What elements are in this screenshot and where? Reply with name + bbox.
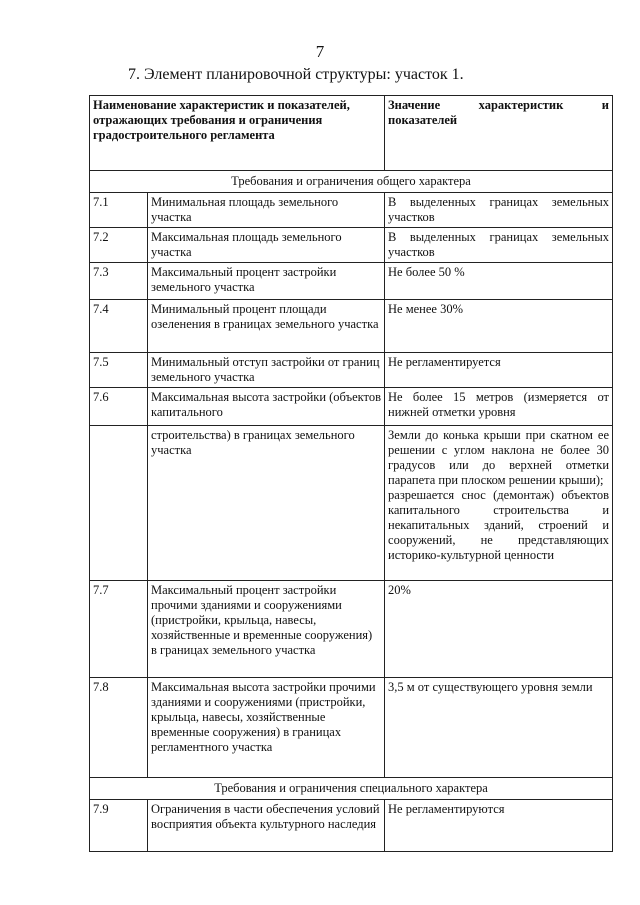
table-row (90, 800, 613, 852)
table-row (90, 263, 613, 300)
row-value-paragraph: Земли до конька крыши при скатном ее решении с углом наклона не более 30 градусов или до верхней отметки парапета при плоском решении крыши); (388, 428, 610, 487)
table-row (90, 300, 613, 353)
row-value: 3,5 м от существующего уровня земли (385, 678, 613, 778)
row-name: Минимальный отступ застройки от границ земельного участка (148, 353, 385, 388)
section-row (90, 778, 613, 800)
row-number: 7.9 (90, 800, 148, 852)
section-title-general: Требования и ограничения общего характера (90, 171, 613, 193)
table-row (90, 388, 613, 426)
section-title-special: Требования и ограничения специального характера (90, 778, 613, 800)
table-row-continuation (90, 426, 613, 581)
regulation-table (89, 95, 613, 852)
row-number: 7.4 (90, 300, 148, 353)
row-name: Минимальный процент площади озеленения в границах земельного участка (148, 300, 385, 353)
row-value: Не менее 30% (385, 300, 613, 353)
row-value-paragraph: разрешается снос (демонтаж) объектов капитального строительства и некапитальных зданий, строений и сооружений, не представляющих историко-культурной ценности (388, 488, 610, 562)
page-number: 7 (315, 42, 325, 61)
row-value: В выделенных границах земельных участков (385, 228, 613, 263)
row-value: 20% (385, 581, 613, 678)
row-value: Не более 15 метров (измеряется от нижней отметки уровня (385, 388, 613, 426)
row-number: 7.5 (90, 353, 148, 388)
row-name: Максимальный процент застройки прочими зданиями и сооружениями (пристройки, крыльца, навесы, хозяйственные и временные сооружения) в границах земельного участка (148, 581, 385, 678)
table-row (90, 353, 613, 388)
row-number: 7.8 (90, 678, 148, 778)
row-name: Максимальный процент застройки земельного участка (148, 263, 385, 300)
row-name: Ограничения в части обеспечения условий восприятия объекта культурного наследия (148, 800, 385, 852)
table-header-row (90, 96, 613, 171)
row-value: Не более 50 % (385, 263, 613, 300)
table-row (90, 678, 613, 778)
row-name: строительства) в границах земельного участка (148, 426, 385, 581)
header-characteristics: Наименование характеристик и показателей, отражающих требования и ограничения градостроительного регламента (90, 96, 385, 171)
row-number: 7.7 (90, 581, 148, 678)
row-number: 7.1 (90, 193, 148, 228)
row-value (385, 426, 613, 581)
row-name: Максимальная высота застройки прочими зданиями и сооружениями (пристройки, крыльца, навесы, хозяйственные временные сооружения) в границах регламентного участка (148, 678, 385, 778)
table-row (90, 193, 613, 228)
row-number: 7.2 (90, 228, 148, 263)
table-row (90, 581, 613, 678)
row-number: 7.3 (90, 263, 148, 300)
row-value: В выделенных границах земельных участков (385, 193, 613, 228)
row-value: Не регламентируются (385, 800, 613, 852)
row-number: 7.6 (90, 388, 148, 426)
row-number-empty (90, 426, 148, 581)
row-name: Максимальная высота застройки (объектов капитального (148, 388, 385, 426)
section-row (90, 171, 613, 193)
table-row (90, 228, 613, 263)
header-values: Значение характеристик и показателей (385, 96, 613, 171)
row-name: Минимальная площадь земельного участка (148, 193, 385, 228)
section-heading: 7. Элемент планировочной структуры: участок 1. (128, 66, 464, 83)
row-name: Максимальная площадь земельного участка (148, 228, 385, 263)
row-value: Не регламентируется (385, 353, 613, 388)
